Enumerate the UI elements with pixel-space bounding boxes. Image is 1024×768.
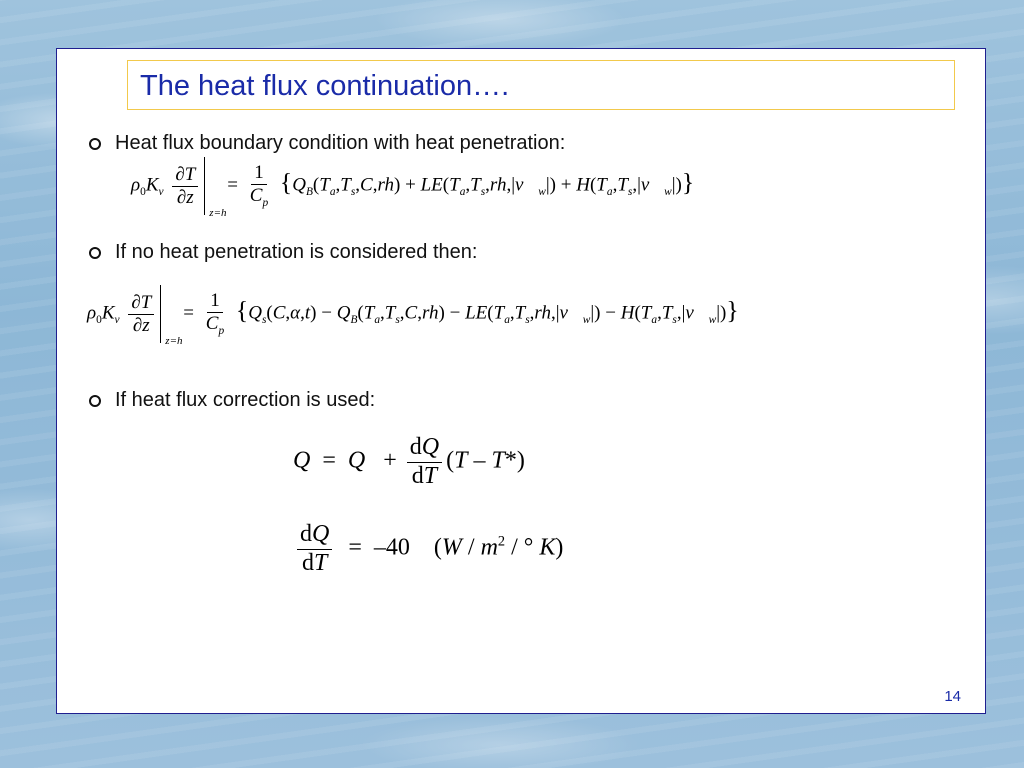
circle-bullet-icon [89, 395, 101, 407]
slide [56, 48, 986, 714]
correction-value: –40 [373, 534, 410, 561]
equation-3: Q = Q + $\frac{dQ}{dT}$ (T – T*) [293, 434, 525, 489]
evaluation-bar: z=h [160, 285, 161, 343]
bullet-3-text: If heat flux correction is used: [115, 389, 376, 411]
inverse-cp-fraction: $\frac{1}{C_p}$ [205, 290, 225, 337]
inverse-cp-fraction: $\frac{1}{C_p}$ [249, 162, 269, 209]
page-number: 14 [944, 688, 961, 705]
dQ-dT-fraction: $\frac{dQ}{dT}$ [407, 434, 442, 490]
equation-4: $\frac{dQ}{dT}$ = –40 ($W / m^2$ / ° K) [293, 521, 563, 577]
equation-2: $\rho_0K_v$ $\frac{\partial T}{\partial z}$ z=h = $\frac{1}{C_p}$ {$Q_s(C,\alpha,t) - Q_B(T_a,T_s,C,rh)$ − $LE(T_a,T_s,rh,|v⃗_w|)$ − $H(T_a,T_s,|v⃗_w|)$} [87, 285, 739, 343]
equation-1: $\rho_0K_v$ $\frac{\partial T}{\partial z}$ z=h = $\frac{1}{C_p}$ {$Q_B(T_a,T_s,C,rh)$ + $LE(T_a,T_s,rh,|v⃗_w|)$ + $H(T_a,T_s,|v⃗_w|)$} [131, 157, 694, 215]
bullet-3 [89, 389, 375, 412]
bullet-1 [89, 132, 565, 155]
dQ-dT-fraction: $\frac{dQ}{dT}$ [297, 521, 332, 577]
bullet-2 [89, 241, 477, 264]
partial-fraction: $\frac{\partial T}{\partial z}$ [128, 292, 154, 337]
evaluation-bar: z=h [204, 157, 205, 215]
circle-bullet-icon [89, 138, 101, 150]
circle-bullet-icon [89, 247, 101, 259]
title-box [127, 60, 955, 110]
bullet-1-text: Heat flux boundary condition with heat penetration: [115, 132, 566, 154]
partial-fraction: $\frac{\partial T}{\partial z}$ [172, 164, 198, 209]
bullet-2-text: If no heat penetration is considered then: [115, 241, 478, 263]
slide-title: The heat flux continuation…. [140, 70, 510, 102]
